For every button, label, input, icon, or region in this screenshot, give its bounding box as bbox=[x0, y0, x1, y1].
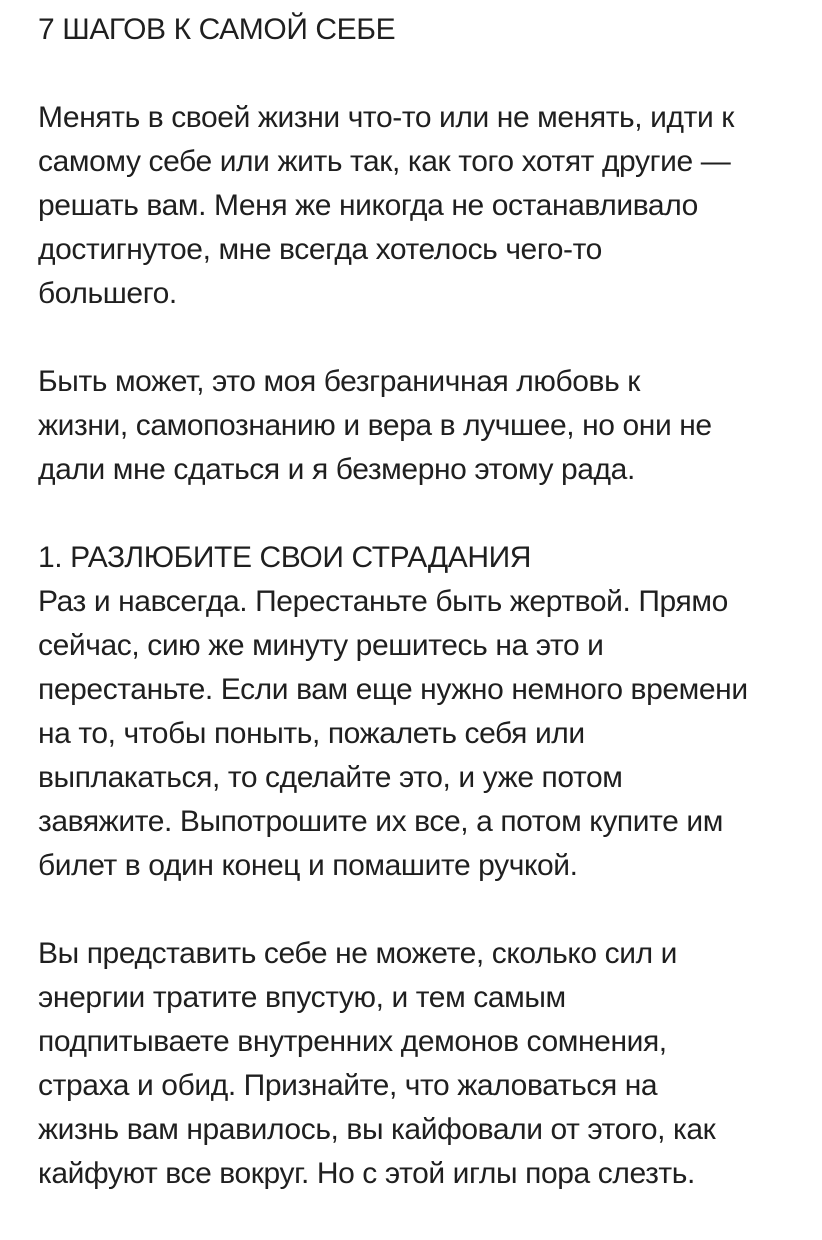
paragraph-intro bbox=[38, 96, 808, 316]
text-line: Вы представить себе не можете, сколько сил и bbox=[38, 937, 678, 970]
text-line: перестаньте. Если вам еще нужно немного времени bbox=[38, 673, 748, 706]
text-line: достигнутое, мне всегда хотелось чего-то bbox=[38, 233, 602, 266]
paragraph-energy bbox=[38, 932, 808, 1196]
text-line: подпитываете внутренних демонов сомнения, bbox=[38, 1025, 667, 1058]
text-line: дали мне сдаться и я безмерно этому рада. bbox=[38, 453, 635, 486]
text-line: Быть может, это моя безграничная любовь к bbox=[38, 365, 640, 398]
text-line: страха и обид. Признайте, что жаловаться на bbox=[38, 1069, 658, 1102]
text-line: Раз и навсегда. Перестаньте быть жертвой. Прямо bbox=[38, 585, 728, 618]
paragraph-step-1 bbox=[38, 536, 808, 888]
text-line: Менять в своей жизни что-то или не менять, идти к bbox=[38, 101, 734, 134]
text-line: билет в один конец и помашите ручкой. bbox=[38, 849, 578, 882]
text-line: выплакаться, то сделайте это, и уже потом bbox=[38, 761, 623, 794]
text-line: на то, чтобы поныть, пожалеть себя или bbox=[38, 717, 585, 750]
text-line: решать вам. Меня же никогда не останавливало bbox=[38, 189, 698, 222]
text-line: жизнь вам нравилось, вы кайфовали от этого, как bbox=[38, 1113, 716, 1146]
text-line: самому себе или жить так, как того хотят другие — bbox=[38, 145, 731, 178]
document-page bbox=[38, 8, 808, 1240]
text-line: сейчас, сию же минуту решитесь на это и bbox=[38, 629, 604, 662]
text-line: жизни, самопознанию и вера в лучшее, но они не bbox=[38, 409, 712, 442]
paragraph-motivation bbox=[38, 360, 808, 492]
text-line: завяжите. Выпотрошите их все, а потом купите им bbox=[38, 805, 723, 838]
text-line: кайфуют все вокруг. Но с этой иглы пора слезть. bbox=[38, 1157, 695, 1190]
text-line: энергии тратите впустую, и тем самым bbox=[38, 981, 566, 1014]
section-heading: 1. РАЗЛЮБИТЕ СВОИ СТРАДАНИЯ bbox=[38, 541, 532, 574]
document-title: 7 ШАГОВ К САМОЙ СЕБЕ bbox=[38, 13, 396, 46]
text-line: большего. bbox=[38, 277, 177, 310]
